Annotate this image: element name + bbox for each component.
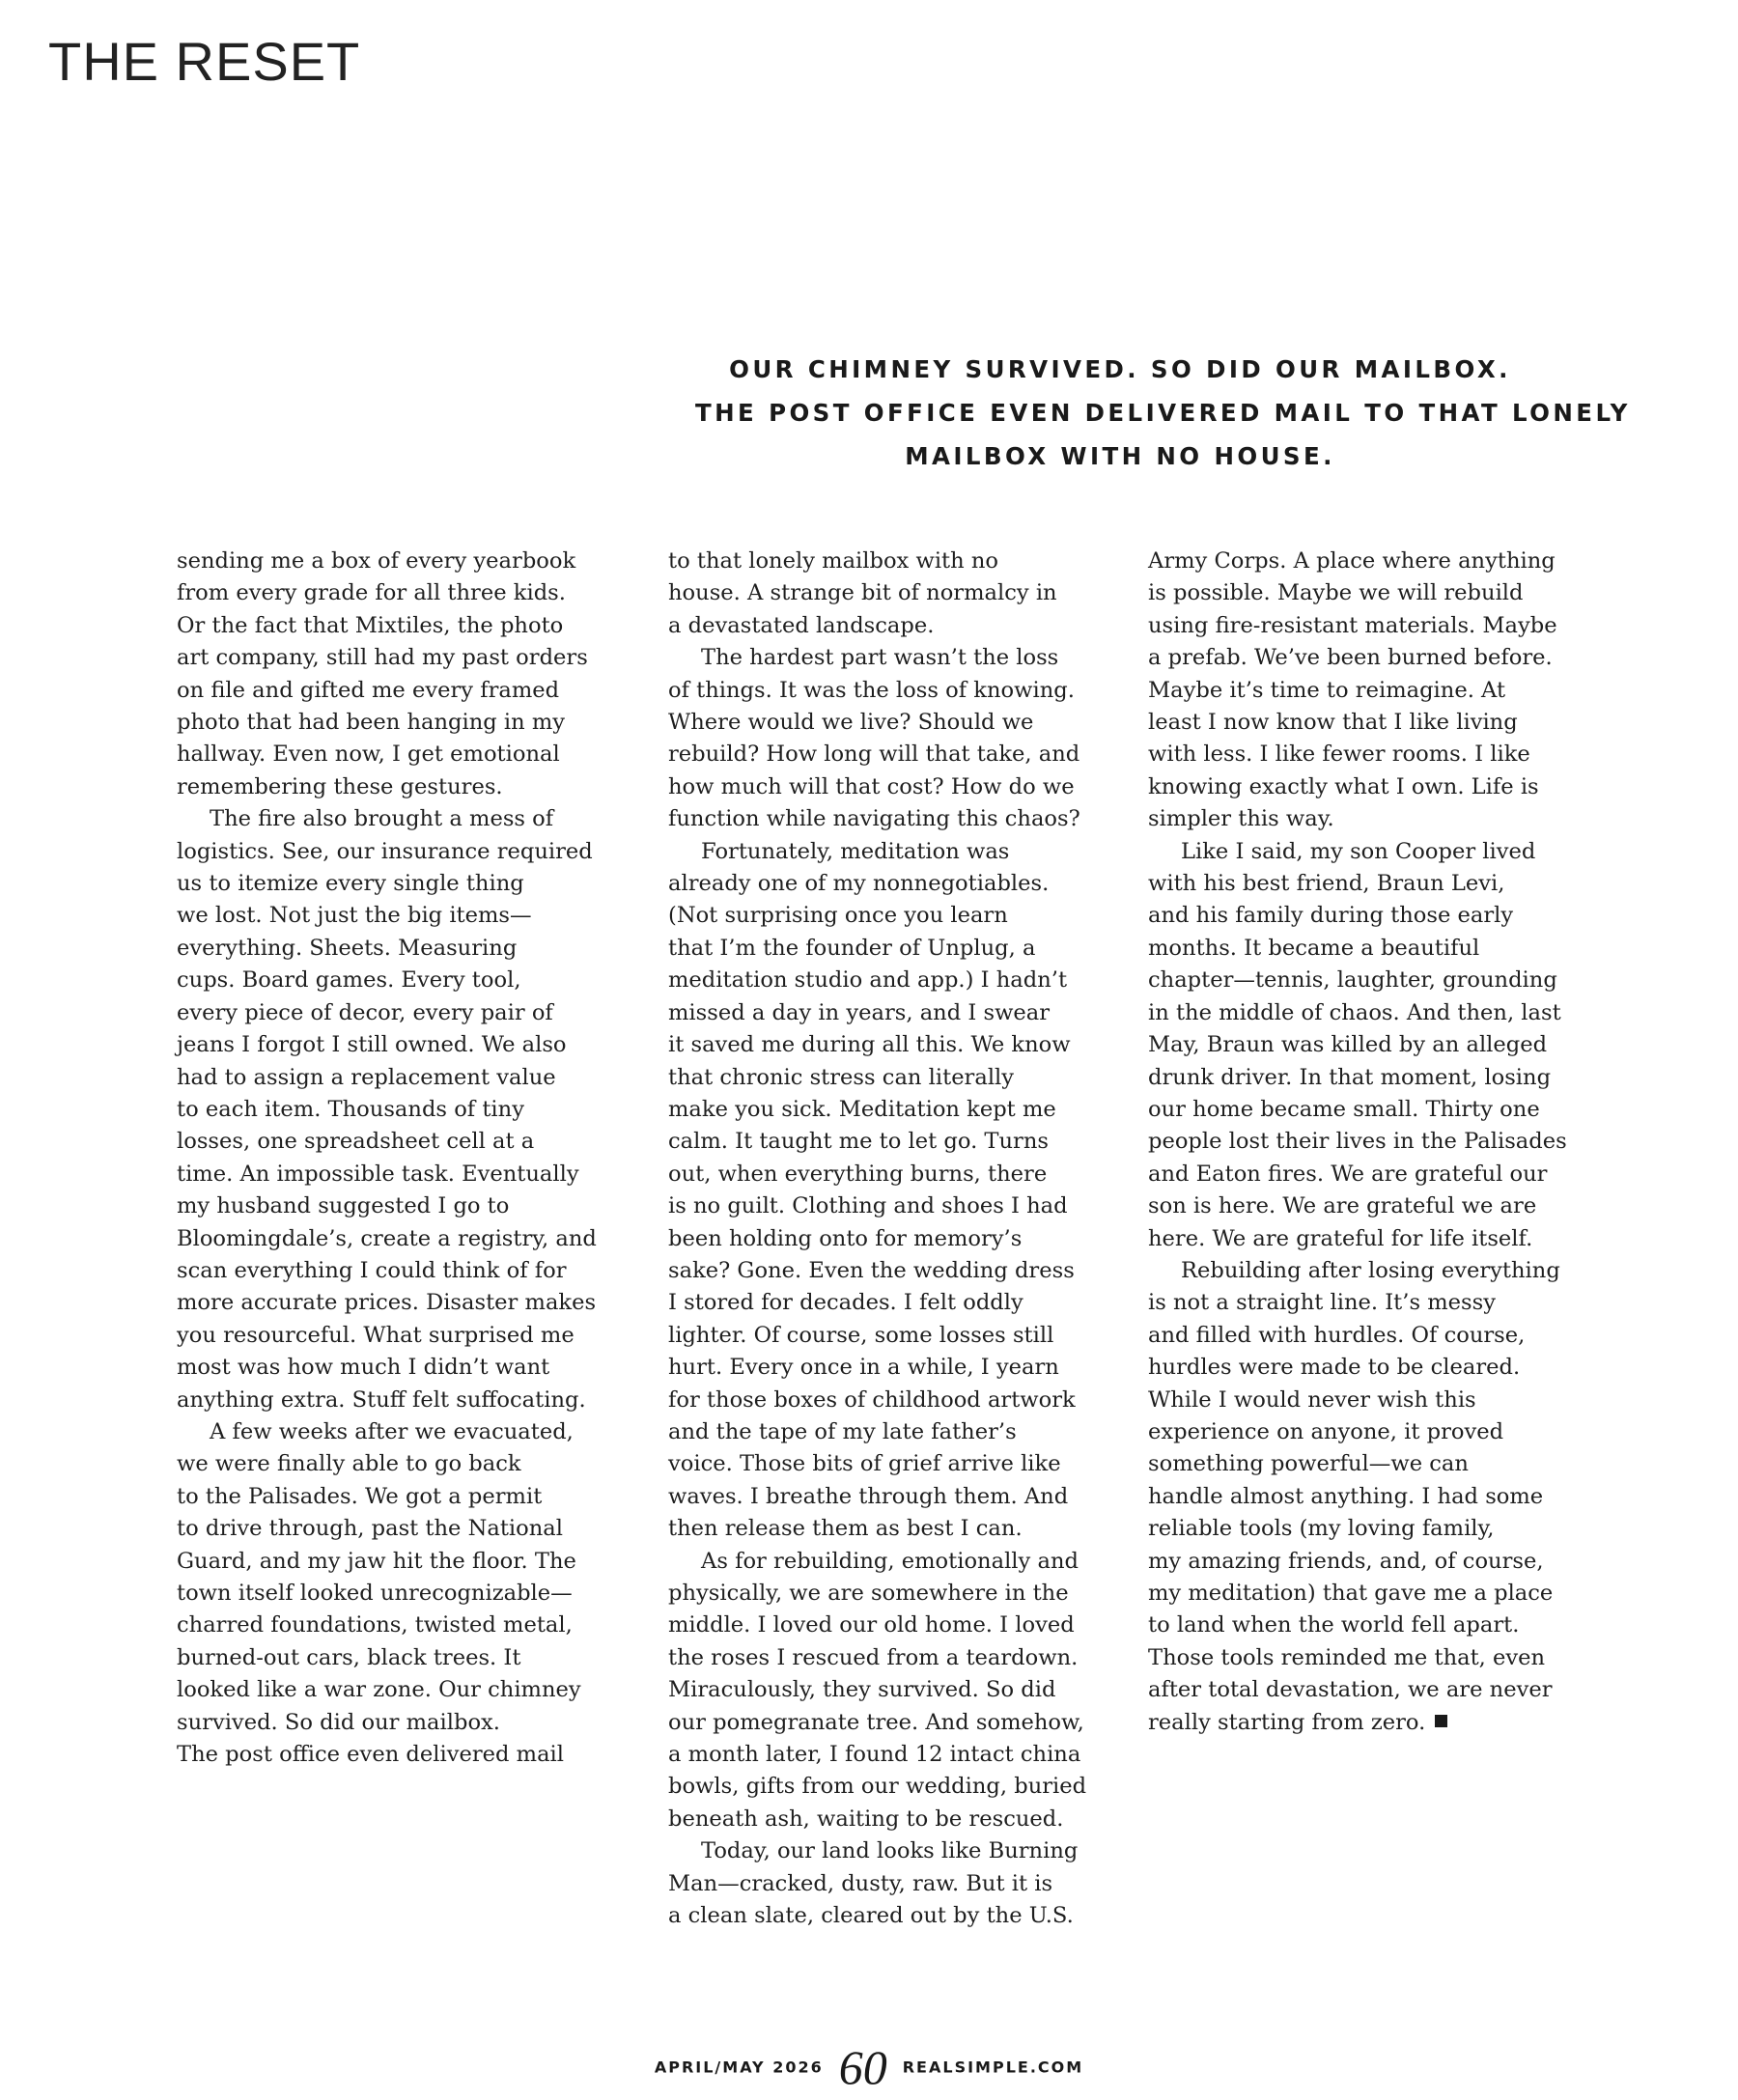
article-line xyxy=(1148,1062,1573,1094)
article-line-text: jeans I forgot I still owned. We also xyxy=(177,1032,567,1058)
article-line xyxy=(177,1481,602,1513)
article-line-text: we were finally able to go back xyxy=(177,1451,521,1477)
article-line xyxy=(177,1448,602,1480)
article-line-text: how much will that cost? How do we xyxy=(668,773,1075,799)
article-line-text: town itself looked unrecognizable— xyxy=(177,1581,573,1606)
article-line-text: the roses I rescued from a teardown. xyxy=(668,1644,1079,1670)
article-line-text: Today, our land looks like Burning xyxy=(701,1838,1079,1864)
article-line-text: to each item. Thousands of tiny xyxy=(177,1096,524,1122)
article-line-text: charred foundations, twisted metal, xyxy=(177,1612,573,1638)
article-line xyxy=(1148,1481,1573,1513)
article-line xyxy=(668,642,1093,674)
article-line-text: bowls, gifts from our wedding, buried xyxy=(668,1774,1087,1800)
article-line-text: Bloomingdale’s, create a registry, and xyxy=(177,1225,597,1251)
article-line xyxy=(1148,739,1573,770)
article-line xyxy=(668,675,1093,707)
article-line-text: to the Palisades. We got a permit xyxy=(177,1483,543,1509)
article-line-text: Army Corps. A place where anything xyxy=(1148,548,1556,574)
article-line xyxy=(668,1674,1093,1706)
article-line-text: and filled with hurdles. Of course, xyxy=(1148,1322,1526,1348)
article-line xyxy=(177,1674,602,1706)
article-line xyxy=(1148,933,1573,965)
article-line-text: more accurate prices. Disaster makes xyxy=(177,1290,597,1316)
article-line-text: my amazing friends, and, of course, xyxy=(1148,1548,1544,1574)
article-line xyxy=(668,868,1093,900)
article-line xyxy=(1148,577,1573,609)
article-line-text: (Not surprising once you learn xyxy=(668,903,1008,929)
article-line xyxy=(668,1385,1093,1416)
article-line xyxy=(668,1804,1093,1835)
article-line-text: The hardest part wasn’t the loss xyxy=(701,645,1059,671)
article-line xyxy=(177,707,602,739)
pull-quote xyxy=(695,348,1631,478)
article-line xyxy=(177,1416,602,1448)
article-line-text: had to assign a replacement value xyxy=(177,1064,556,1090)
article-line xyxy=(1148,610,1573,642)
article-line-text: physically, we are somewhere in the xyxy=(668,1581,1069,1606)
article-line-text: looked like a war zone. Our chimney xyxy=(177,1677,581,1703)
article-line xyxy=(668,610,1093,642)
article-line xyxy=(668,1287,1093,1319)
article-line-text: art company, still had my past orders xyxy=(177,645,588,671)
article-line xyxy=(1148,1610,1573,1641)
article-line-text: Man—cracked, dusty, raw. But it is xyxy=(668,1870,1053,1896)
article-line xyxy=(668,1739,1093,1771)
article-line xyxy=(1148,1029,1573,1061)
article-line xyxy=(177,1352,602,1384)
article-line xyxy=(1148,1546,1573,1578)
article-line xyxy=(668,1868,1093,1900)
article-line-text: our pomegranate tree. And somehow, xyxy=(668,1709,1084,1735)
article-line-text: is possible. Maybe we will rebuild xyxy=(1148,580,1524,606)
article-line xyxy=(1148,675,1573,707)
article-line xyxy=(177,1126,602,1158)
article-line xyxy=(1148,546,1573,577)
article-line-text: already one of my nonnegotiables. xyxy=(668,871,1050,897)
article-line xyxy=(668,1481,1093,1513)
article-line xyxy=(177,1320,602,1352)
article-column-1 xyxy=(177,546,602,1771)
article-line xyxy=(668,707,1093,739)
article-line xyxy=(1148,1448,1573,1480)
article-line-text: reliable tools (my loving family, xyxy=(1148,1516,1495,1542)
article-line xyxy=(668,1126,1093,1158)
article-line xyxy=(177,1062,602,1094)
pull-quote-line: MAILBOX WITH NO HOUSE. xyxy=(905,442,1335,470)
article-line xyxy=(177,1385,602,1416)
article-line xyxy=(1148,642,1573,674)
article-line xyxy=(177,868,602,900)
article-line-text: knowing exactly what I own. Life is xyxy=(1148,773,1539,799)
article-line xyxy=(177,965,602,996)
article-line-text: my husband suggested I go to xyxy=(177,1193,510,1219)
article-line-text: a devastated landscape. xyxy=(668,612,935,638)
article-line xyxy=(668,1513,1093,1545)
article-line xyxy=(668,836,1093,868)
article-line-text: something powerful—we can xyxy=(1148,1451,1469,1477)
article-line-text: a clean slate, cleared out by the U.S. xyxy=(668,1903,1074,1929)
article-line-text: a month later, I found 12 intact china xyxy=(668,1742,1081,1768)
article-line-text: drunk driver. In that moment, losing xyxy=(1148,1064,1552,1090)
article-line xyxy=(1148,1416,1573,1448)
article-line-text: that chronic stress can literally xyxy=(668,1064,1015,1090)
article-line-text: Like I said, my son Cooper lived xyxy=(1181,838,1536,864)
article-line-text: out, when everything burns, there xyxy=(668,1161,1048,1187)
article-line-text: our home became small. Thirty one xyxy=(1148,1096,1540,1122)
article-line-text: everything. Sheets. Measuring xyxy=(177,935,518,961)
article-line xyxy=(1148,836,1573,868)
article-line-text: that I’m the founder of Unplug, a xyxy=(668,935,1036,961)
article-line-text: to land when the world fell apart. xyxy=(1148,1612,1520,1638)
pull-quote-line: THE POST OFFICE EVEN DELIVERED MAIL TO THAT LONELY xyxy=(695,399,1631,427)
article-line-text: with his best friend, Braun Levi, xyxy=(1148,871,1505,897)
article-line xyxy=(1148,1385,1573,1416)
article-line-text: middle. I loved our old home. I loved xyxy=(668,1612,1075,1638)
article-line xyxy=(1148,1707,1573,1739)
article-line xyxy=(668,739,1093,770)
article-line xyxy=(668,1352,1093,1384)
article-line-text: it saved me during all this. We know xyxy=(668,1032,1071,1058)
article-line-text: a prefab. We’ve been burned before. xyxy=(1148,645,1553,671)
article-line-text: really starting from zero. xyxy=(1148,1709,1426,1735)
article-line-text: sake? Gone. Even the wedding dress xyxy=(668,1257,1075,1283)
article-line xyxy=(668,1771,1093,1803)
article-line-text: hurt. Every once in a while, I yearn xyxy=(668,1355,1059,1381)
article-line xyxy=(177,1739,602,1771)
article-line xyxy=(668,1062,1093,1094)
article-line-text: people lost their lives in the Palisades xyxy=(1148,1129,1567,1155)
article-line xyxy=(177,546,602,577)
article-line xyxy=(1148,1223,1573,1255)
article-line xyxy=(1148,1642,1573,1674)
article-line xyxy=(668,1255,1093,1287)
page-number: 60 xyxy=(838,2040,887,2094)
article-line xyxy=(177,803,602,835)
article-line-text: voice. Those bits of grief arrive like xyxy=(668,1451,1061,1477)
article-line xyxy=(1148,900,1573,932)
article-line xyxy=(668,546,1093,577)
article-line xyxy=(177,771,602,803)
article-line-text: hurdles were made to be cleared. xyxy=(1148,1355,1521,1381)
article-line-text: losses, one spreadsheet cell at a xyxy=(177,1129,535,1155)
article-line xyxy=(668,997,1093,1029)
article-line xyxy=(177,675,602,707)
article-line-text: calm. It taught me to let go. Turns xyxy=(668,1129,1050,1155)
article-line-text: waves. I breathe through them. And xyxy=(668,1483,1069,1509)
article-line-text: and his family during those early xyxy=(1148,903,1514,929)
article-line-text: meditation studio and app.) I hadn’t xyxy=(668,967,1068,994)
article-line xyxy=(177,1159,602,1190)
article-line-text: least I now know that I like living xyxy=(1148,710,1518,736)
article-line-text: The fire also brought a mess of xyxy=(210,806,554,832)
article-line-text: photo that had been hanging in my xyxy=(177,710,566,736)
article-line-text: anything extra. Stuff felt suffocating. xyxy=(177,1386,586,1413)
article-line xyxy=(177,1029,602,1061)
article-line xyxy=(668,1320,1093,1352)
article-line xyxy=(177,1223,602,1255)
article-line xyxy=(668,965,1093,996)
article-line-text: scan everything I could think of for xyxy=(177,1257,567,1283)
article-line xyxy=(1148,965,1573,996)
article-line xyxy=(177,933,602,965)
article-line xyxy=(1148,803,1573,835)
article-line xyxy=(668,803,1093,835)
article-line xyxy=(668,1448,1093,1480)
article-line-text: The post office even delivered mail xyxy=(177,1742,565,1768)
article-line-text: you resourceful. What surprised me xyxy=(177,1322,575,1348)
article-line xyxy=(1148,1159,1573,1190)
article-line xyxy=(668,1578,1093,1610)
article-line-text: As for rebuilding, emotionally and xyxy=(701,1548,1079,1574)
article-line-text: Or the fact that Mixtiles, the photo xyxy=(177,612,564,638)
article-line-text: survived. So did our mailbox. xyxy=(177,1709,500,1735)
article-line xyxy=(668,1094,1093,1126)
article-line-text: function while navigating this chaos? xyxy=(668,806,1080,832)
end-mark-icon xyxy=(1435,1715,1447,1727)
article-line-text: of things. It was the loss of knowing. xyxy=(668,677,1075,703)
article-line xyxy=(177,1578,602,1610)
footer-website: REALSIMPLE.COM xyxy=(902,2058,1084,2077)
article-line-text: hallway. Even now, I get emotional xyxy=(177,742,560,768)
article-line-text: burned-out cars, black trees. It xyxy=(177,1644,521,1670)
article-line xyxy=(1148,1255,1573,1287)
article-line-text: in the middle of chaos. And then, last xyxy=(1148,999,1561,1025)
article-line-text: lighter. Of course, some losses still xyxy=(668,1322,1054,1348)
article-line-text: after total devastation, we are never xyxy=(1148,1677,1553,1703)
article-line-text: May, Braun was killed by an alleged xyxy=(1148,1032,1548,1058)
article-line-text: and the tape of my late father’s xyxy=(668,1418,1017,1444)
section-label: THE RESET xyxy=(48,31,361,92)
article-line xyxy=(177,577,602,609)
article-line xyxy=(668,771,1093,803)
article-line xyxy=(668,1546,1093,1578)
article-line xyxy=(668,1707,1093,1739)
article-line-text: cups. Board games. Every tool, xyxy=(177,967,521,994)
article-line xyxy=(177,1094,602,1126)
article-line-text: is no guilt. Clothing and shoes I had xyxy=(668,1193,1068,1219)
pull-quote-line: OUR CHIMNEY SURVIVED. SO DID OUR MAILBOX. xyxy=(729,355,1511,383)
article-line xyxy=(1148,1320,1573,1352)
article-line xyxy=(668,1223,1093,1255)
article-line xyxy=(668,577,1093,609)
article-line-text: time. An impossible task. Eventually xyxy=(177,1161,579,1187)
article-line xyxy=(177,1642,602,1674)
article-line-text: handle almost anything. I had some xyxy=(1148,1483,1544,1509)
article-line xyxy=(668,1029,1093,1061)
article-line-text: here. We are grateful for life itself. xyxy=(1148,1225,1533,1251)
article-line-text: Those tools reminded me that, even xyxy=(1148,1644,1546,1670)
article-line-text: Fortunately, meditation was xyxy=(701,838,1010,864)
article-line-text: to drive through, past the National xyxy=(177,1516,564,1542)
article-line xyxy=(177,1287,602,1319)
article-line xyxy=(1148,771,1573,803)
article-line-text: using fire-resistant materials. Maybe xyxy=(1148,612,1557,638)
article-line-text: months. It became a beautiful xyxy=(1148,935,1480,961)
article-line xyxy=(177,642,602,674)
article-line xyxy=(1148,997,1573,1029)
article-line xyxy=(668,1190,1093,1222)
article-line xyxy=(177,1610,602,1641)
article-line-text: every piece of decor, every pair of xyxy=(177,999,553,1025)
article-line-text: on file and gifted me every framed xyxy=(177,677,560,703)
article-line xyxy=(668,1416,1093,1448)
article-line-text: simpler this way. xyxy=(1148,806,1334,832)
article-line xyxy=(177,1255,602,1287)
article-line-text: experience on anyone, it proved xyxy=(1148,1418,1504,1444)
article-line xyxy=(668,1642,1093,1674)
article-line-text: A few weeks after we evacuated, xyxy=(210,1418,574,1444)
article-line xyxy=(177,1546,602,1578)
article-column-3 xyxy=(1148,546,1573,1739)
article-line xyxy=(1148,1513,1573,1545)
article-line xyxy=(177,836,602,868)
article-line-text: Rebuilding after losing everything xyxy=(1181,1257,1560,1283)
article-line xyxy=(668,900,1093,932)
article-line xyxy=(177,900,602,932)
article-line-text: While I would never wish this xyxy=(1148,1386,1476,1413)
article-line xyxy=(177,739,602,770)
article-line-text: son is here. We are grateful we are xyxy=(1148,1193,1537,1219)
article-line xyxy=(177,997,602,1029)
article-line-text: sending me a box of every yearbook xyxy=(177,548,576,574)
article-line xyxy=(668,1900,1093,1932)
article-line-text: is not a straight line. It’s messy xyxy=(1148,1290,1496,1316)
article-line-text: for those boxes of childhood artwork xyxy=(668,1386,1076,1413)
article-line xyxy=(1148,1094,1573,1126)
article-line xyxy=(668,1835,1093,1867)
article-line-text: make you sick. Meditation kept me xyxy=(668,1096,1056,1122)
article-line-text: Miraculously, they survived. So did xyxy=(668,1677,1056,1703)
article-line-text: been holding onto for memory’s xyxy=(668,1225,1023,1251)
page-footer xyxy=(0,2039,1738,2095)
article-column-2 xyxy=(668,546,1093,1932)
article-line-text: Where would we live? Should we xyxy=(668,710,1034,736)
article-line xyxy=(1148,1190,1573,1222)
article-line xyxy=(1148,1578,1573,1610)
article-line-text: remembering these gestures. xyxy=(177,773,503,799)
article-line-text: Guard, and my jaw hit the floor. The xyxy=(177,1548,576,1574)
article-line-text: I stored for decades. I felt oddly xyxy=(668,1290,1023,1316)
footer-issue-date: APRIL/MAY 2026 xyxy=(654,2058,824,2077)
article-line-text: logistics. See, our insurance required xyxy=(177,838,593,864)
article-line xyxy=(668,933,1093,965)
article-line-text: rebuild? How long will that take, and xyxy=(668,742,1080,768)
article-line-text: us to itemize every single thing xyxy=(177,871,524,897)
article-line-text: beneath ash, waiting to be rescued. xyxy=(668,1806,1064,1832)
article-line xyxy=(1148,1352,1573,1384)
article-line-text: from every grade for all three kids. xyxy=(177,580,566,606)
article-line xyxy=(668,1610,1093,1641)
article-line-text: missed a day in years, and I swear xyxy=(668,999,1051,1025)
article-line-text: we lost. Not just the big items— xyxy=(177,903,532,929)
article-line-text: then release them as best I can. xyxy=(668,1516,1023,1542)
article-line-text: chapter—tennis, laughter, grounding xyxy=(1148,967,1557,994)
article-line xyxy=(1148,1287,1573,1319)
article-line-text: Maybe it’s time to reimagine. At xyxy=(1148,677,1506,703)
article-line xyxy=(1148,1126,1573,1158)
article-line-text: house. A strange bit of normalcy in xyxy=(668,580,1057,606)
article-line xyxy=(177,1190,602,1222)
article-line xyxy=(668,1159,1093,1190)
article-line xyxy=(177,1707,602,1739)
article-line xyxy=(1148,868,1573,900)
article-line xyxy=(1148,707,1573,739)
article-line xyxy=(177,610,602,642)
article-line-text: most was how much I didn’t want xyxy=(177,1355,550,1381)
article-line-text: my meditation) that gave me a place xyxy=(1148,1581,1554,1606)
article-line xyxy=(1148,1674,1573,1706)
article-line xyxy=(177,1513,602,1545)
article-line-text: and Eaton fires. We are grateful our xyxy=(1148,1161,1548,1187)
article-line-text: with less. I like fewer rooms. I like xyxy=(1148,742,1530,768)
article-line-text: to that lonely mailbox with no xyxy=(668,548,999,574)
